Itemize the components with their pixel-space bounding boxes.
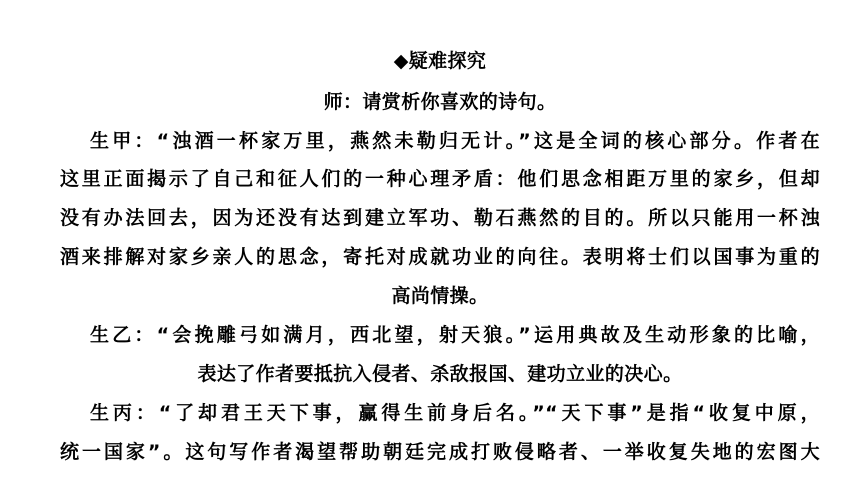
- paragraph-yi-line-2: 表达了作者要抵抗入侵者、杀敌报国、建功立业的决心。: [197, 363, 683, 385]
- paragraph-jia-line-1: 生甲：“浊酒一杯家万里，燕然未勒归无计。”这是全词的核心部分。作者在: [90, 130, 820, 152]
- paragraph-bing-line-1: 生丙：“了却君王天下事，赢得生前身后名。”“天下事”是指“收复中原，: [90, 402, 820, 424]
- paragraph-bing-line-2: 统一国家”。这句写作者渴望帮助朝廷完成打败侵略者、一举收复失地的宏图大: [60, 441, 820, 463]
- paragraph-yi-line-1: 生乙：“会挽雕弓如满月，西北望，射天狼。”运用典故及生动形象的比喻，: [90, 324, 820, 346]
- paragraph-jia-line-5: 高尚情操。: [391, 285, 489, 307]
- teacher-prompt: 师：请赏析你喜欢的诗句。: [323, 91, 557, 113]
- paragraph-jia-line-3: 没有办法回去，因为还没有达到建立军功、勒石燕然的目的。所以只能用一杯浊: [60, 207, 820, 229]
- section-heading: ◆疑难探究: [393, 50, 487, 72]
- paragraph-jia-line-4: 酒来排解对家乡亲人的思念，寄托对成就功业的向往。表明将士们以国事为重的: [60, 246, 820, 268]
- paragraph-jia-line-2: 这里正面揭示了自己和征人们的一种心理矛盾：他们思念相距万里的家乡，但却: [60, 168, 820, 190]
